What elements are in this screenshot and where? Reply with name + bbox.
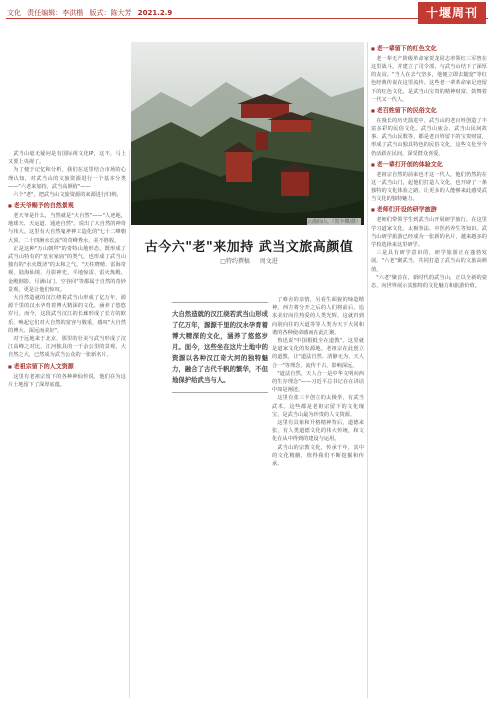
paragraph: 了难舍的亲情，另看生面貌的缔造精神。西方将分开之后的人们将前后，追求美好向往热爱的人类光辉，这就归到向别向往的大道等等人类为天下大同和谐的各种使命感而在此汇聚。	[272, 297, 364, 336]
paragraph: 武当山的宗教文化，传承千年，其中的文化精髓，值得我们不断挖掘和传承。	[272, 444, 364, 468]
paragraph: 六个"老"，把武当山文旅资源的来源进行归纳。	[13, 192, 122, 199]
paragraph: 在漫长的历史演进中，武当山的老百姓创造了丰富多彩的民俗文化。武当山庙会、武当山民间故事、武当山民歌等，都是老百姓留下的宝贵财富，形成了武当山独具特色的民俗文化，这些文化至今仍活跃在民间，深受群众喜爱。	[371, 117, 487, 157]
page-header	[0, 0, 494, 30]
section-heading: ■ 老一辈留下的红色文化	[371, 45, 487, 54]
column-divider	[367, 42, 368, 698]
section-heading: ■ 老一辈打开创的体验文化	[371, 161, 487, 170]
section-label: 文化	[7, 9, 21, 17]
paragraph: 对于远地来于北京，那里的壮美与武当形成了汉江高峰之对比，江河独具的一千余公里的景观。大自然之大，已然成为武当公众的一张新名片。	[8, 336, 126, 359]
paragraph: 这里有老祖宗留下的各种神仙传说，他们在为这片土地留下了深厚底蕴。	[8, 373, 126, 388]
paragraph: 为了便于记忆和分析，我们在这里结合市场的心理认知，对武当山的文旅资源进行一个基本分类——"六老来加持，武当高颜值"——	[8, 167, 126, 190]
paragraph: 老一辈无产阶级革命家贺龙同志率领红三军曾在这里战斗，并建立了司令部，与武当山结下了深厚的友谊。"当人在去气坚多，他便立即去随宽"等红色经典传说在这里流传。这些老一辈革命家足迹留下的红色文化，是武当山宝贵的精神财富，鼓舞着一代又一代人。	[371, 55, 487, 103]
mountain-temple-image	[131, 42, 364, 225]
paragraph: "六老"聚首在，新时代的武当山，正以全新的姿态，向世界展示其独特的文化魅力和旅游价值。	[371, 274, 487, 289]
hero-photo	[131, 42, 364, 225]
column-right	[371, 42, 487, 698]
paragraph: 三是具有研学意识的，研学旅游正在蓬勃发展。"六老"聚武当，共同打造了武当山的文旅高颜值。	[371, 250, 487, 273]
header-meta	[7, 8, 172, 18]
column-left	[8, 150, 126, 698]
paragraph: 老天爷是什么，当然就是"大自然"——"人迹地，地球天、天运道、通迹自然"。说出了大自然的神奇与伟大。这里有大自然鬼斧神工造化的"七十二峰朝大顶、二十四涧水长流"的奇峰秀水，美不胜收。	[8, 213, 126, 244]
paragraph: 老祖宗自然的前来也才这一代人，他们仍然的在这一武当山门，起他们打造人文化，也开辟了一条独特的文化体验之路，让更多的人能够来此感受武当文化的独特魅力。	[371, 171, 487, 203]
paragraph: 这里有具象和升格精神背后，道德来张，有人类道德文化的伟大传统，和文化在从中得到的建设与运用。	[272, 420, 364, 443]
section-heading: ■ 老天爷赐予的自然景观	[8, 202, 126, 211]
designer-label: 版式：陈大芳	[89, 9, 132, 17]
section-heading: ■ 老师们开设的研学旅游	[371, 206, 487, 215]
headline: 古今六"老"来加持 武当文旅高颜值	[144, 240, 354, 255]
paragraph: 这里有张三丰创立的太极拳，有武当武术。这些都是老祖宗留下的文化瑰宝，是武当山最为珍贵的人文资源。	[272, 395, 364, 418]
photo-caption: 云漫仙山。（贺少卿/摄）	[306, 219, 361, 225]
byline-author: 周文进	[259, 258, 278, 265]
paragraph: "道法自然，天人合一是中华文明向西的生存理念"——习近平总书记在在讲话中如是阐述。	[272, 370, 364, 394]
paragraph: 武当山毫无疑问是有国际视文化IP，这不，马上又要上央视了。	[8, 151, 126, 166]
paragraph: 大自然造就的汉江绕着武当山形成了亿万年，源源千里的汉水孕育着博大精深的文化，涵养了悠悠岁月。而今，这段武当汉江的长廊形成了长方的欧乐，唤起它们对大自然的宽容与敬重，感叹"大自然的博大、深远而美好"。	[8, 295, 126, 334]
column-middle	[272, 296, 364, 698]
pull-quote: 大自然造就的汉江绕若武当山形成了亿万年，源源千里的汉水孕育着博大精深的文化，涵养了悠悠岁月。面今，这些坐在这片土地中的资源以各种汉江奇大河的独特魅力，融合了古代千帆的繁华，不但地保护给武当与人。	[172, 302, 268, 393]
paragraph: 老师们带领学生到武当山开展研学旅行，在这里学习道家文化、太极拳法、中医药养生等知识。武当山研学旅游已经成为一张新的名片，越来越多的学校选择来这里研学。	[371, 217, 487, 248]
column-divider	[129, 150, 130, 698]
byline	[142, 256, 356, 265]
section-heading: ■ 老百姓留下的民俗文化	[371, 107, 487, 116]
byline-reporter: □特约撰稿	[220, 258, 250, 265]
brand-logo: 十堰周刊	[418, 2, 486, 24]
editor-label: 责任编辑：李洪楷	[27, 9, 84, 17]
paragraph: 鲁迅说"中国根柢全在道教"。这里就是道家文化的发源地。老祖宗在此创立的道教，让"道法自然、清静无为、天人合一"等理念，流传千古，影响深远。	[272, 338, 364, 369]
date-label: 2021.2.9	[137, 9, 173, 17]
section-heading: ■ 老祖宗留下的人文资源	[8, 363, 126, 372]
header-rule	[6, 18, 488, 19]
paragraph: 正是这种"万山朝拜"的奇特山地形态，既形成了武当山特有的"皇室家庙"的类气，也形成了武当山独有的"水火既济"的太和之气。"天柱晓晴、雷海奇观、陆海仙境、月影神光、平地惊雷、雷火炼殿、金殿倒影、月满山门、空谷回"等都属于自然的奇妙景观，更是让他们惊叹。	[8, 245, 126, 293]
